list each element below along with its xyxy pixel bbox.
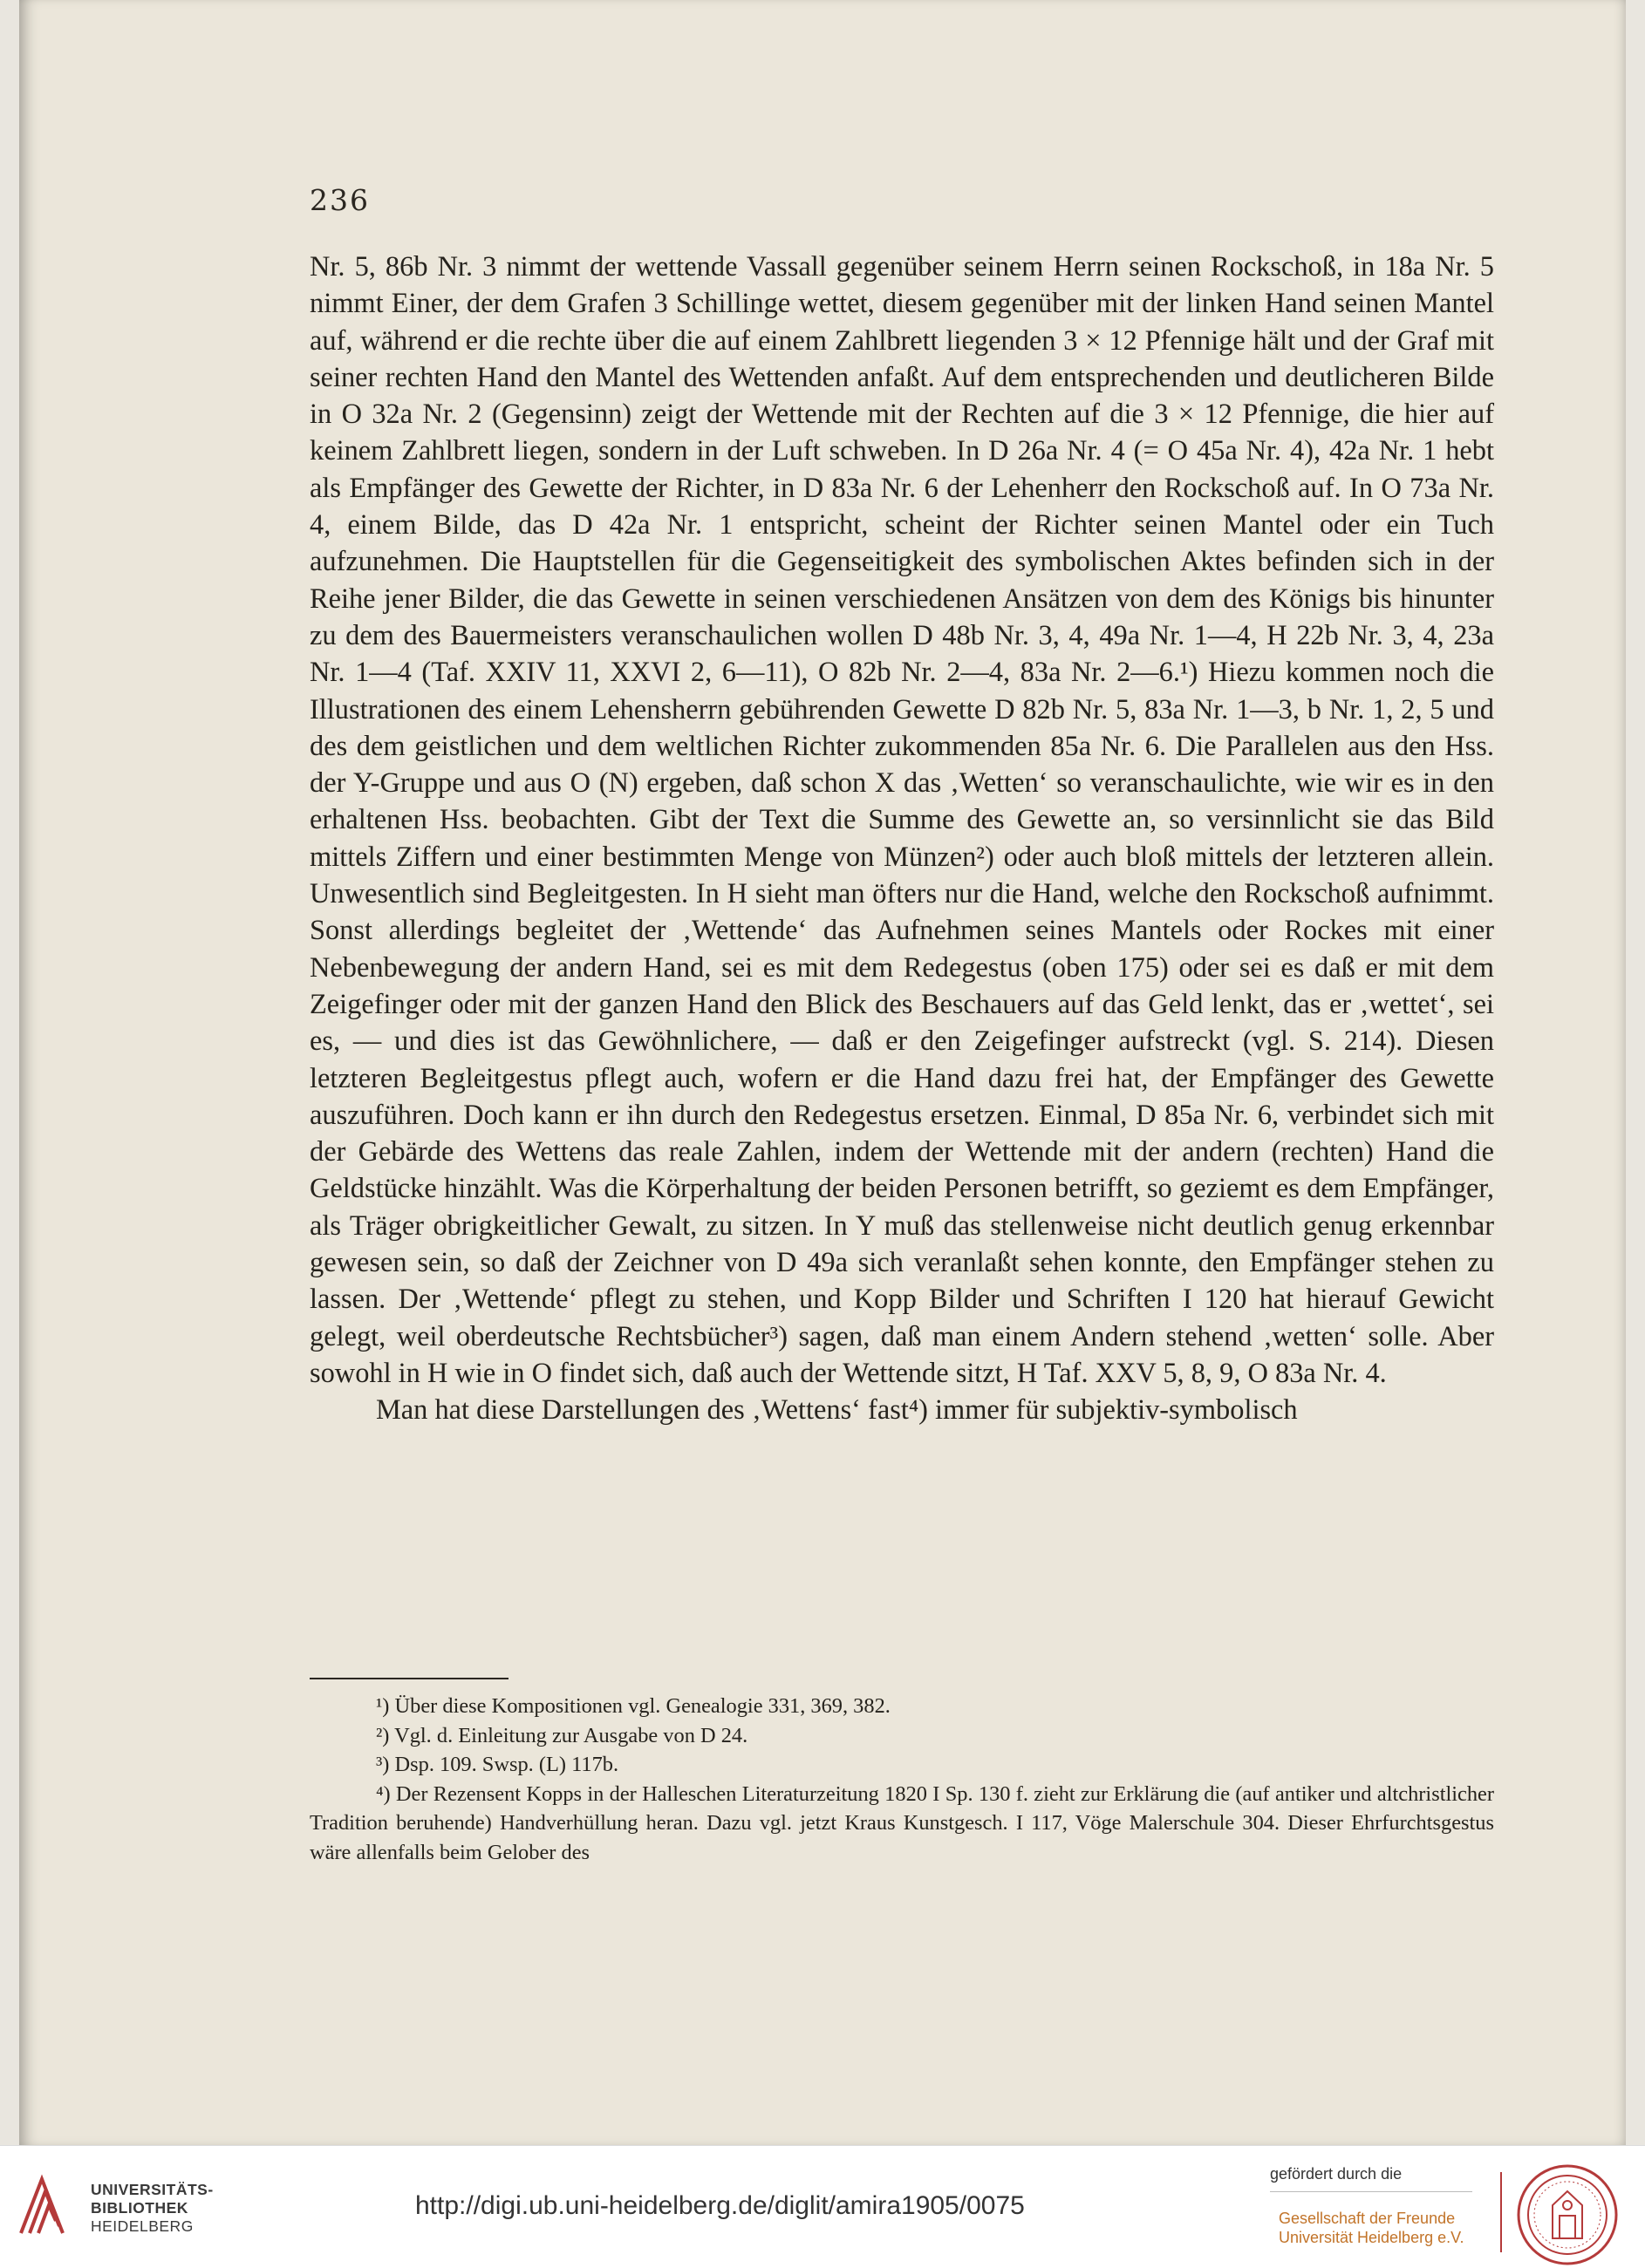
paragraph-2: Man hat diese Darstellungen des ‚Wettens‘ fast⁴) immer für subjektiv-symbolisch [376,1394,1298,1427]
sponsor-label: gefördert durch die [1270,2165,1403,2183]
footer-bar [0,2145,1645,2268]
paragraph-1: Nr. 5, 86b Nr. 3 nimmt der wettende Vassall gegenüber seinem Herrn seinen Rockschoß, in 18a Nr. 5 nimmt Einer, der dem Grafen 3 Schillinge wettet, diesem gegenüber mit der linken Hand seinen Mantel auf, während er die rechte über die auf einem Zahlbrett liegenden 3 × 12 Pfennige hält und der Graf mit seiner rechten Hand den Mantel des Wettenden anfaßt. Auf dem entsprechenden und deutlicheren Bilde in O 32a Nr. 2 (Gegensinn) zeigt der Wettende mit der Rechten auf die 3 × 12 Pfennige, die hier auf keinem Zahlbrett liegen, sondern in der Luft schweben. In D 26a Nr. 4 (= O 45a Nr. 4), 42a Nr. 1 hebt als Empfänger des Gewette der Richter, in D 83a Nr. 6 der Lehenherr den Rockschoß auf. In O 73a Nr. 4, einem Bilde, das D 42a Nr. 1 entspricht, scheint der Richter seinen Mantel oder ein Tuch aufzunehmen. Die Hauptstellen für die Gegenseitigkeit des symbolischen Aktes befinden sich in der Reihe jener Bilder, die das Gewette in seinen verschiedenen Ansätzen von dem des Königs bis hinunter zu dem des Bauermeisters veranschaulichen wollen D 48b Nr. 3, 4, 49a Nr. 1—4, H 22b Nr. 3, 4, 23a Nr. 1—4 (Taf. XXIV 11, XXVI 2, 6—11), O 82b Nr. 2—4, 83a Nr. 2—6.¹) Hiezu kommen noch die Illustrationen des einem Lehensherrn gebührenden Gewette D 82b Nr. 5, 83a Nr. 1—3, b Nr. 1, 2, 5 und des dem geistlichen und dem weltlichen Richter zukommenden 85a Nr. 6. Die Parallelen aus den Hss. der Y-Gruppe und aus O (N) ergeben, daß schon X das ‚Wetten‘ so veranschaulichte, wie wir es in den erhaltenen Hss. beobachten. Gibt der Text die Summe des Gewette an, so versinnlicht sie das Bild mittels Ziffern und einer bestimmten Menge von Münzen²) oder auch bloß mittels der letzteren allein. Unwesentlich sind Begleitgesten. In H sieht man öfters nur die Hand, welche den Rockschoß aufnimmt. Sonst allerdings begleitet der ‚Wettende‘ das Aufnehmen seines Mantels oder Rockes mit einer Nebenbewegung der andern Hand, sei es mit dem Redegestus (oben 175) oder sei es daß er mit dem Zeigefinger oder mit der ganzen Hand den Blick des Beschauers auf das Geld lenkt, das er ‚wettet‘, sei es, — und dies ist das Gewöhnlichere, — daß er den Zeigefinger aufstreckt (vgl. S. 214). Diesen letzteren Begleitgestus pflegt auch, wofern er die Hand dazu frei hat, der Empfänger des Gewette auszuführen. Doch kann er ihn durch den Redegestus ersetzen. Einmal, D 85a Nr. 6, verbindet sich mit der Gebärde des Wettens das reale Zahlen, indem der Wettende mit der andern (rechten) Hand die Geldstücke hinzählt. Was die Körperhaltung der beiden Personen betrifft, so geziemt es dem Empfänger, als Träger obrigkeitlicher Gewalt, zu sitzen. In Y muß das stellenweise nicht deutlich genug erkennbar gewesen sein, so daß der Zeichner von D 49a sich veranlaßt sehen konnte, den Empfänger stehen zu lassen. Der ‚Wettende‘ pflegt zu stehen, und Kopp Bilder und Schriften I 120 hat hierauf Gewicht gelegt, weil oberdeutsche Rechtsbücher³) sagen, daß man einem Andern stehend ‚wetten‘ solle. Aber sowohl in H wie in O findet sich, daß auch der Wettende sitzt, H Taf. XXV 5, 8, 9, O 83a Nr. 4. [310,251,1494,1389]
footnote-2: ²) Vgl. d. Einleitung zur Ausgabe von D 24. [376,1723,748,1747]
footnote-3: ³) Dsp. 109. Swsp. (L) 117b. [376,1753,619,1776]
sponsor-name[interactable]: Gesellschaft der Freunde Universität Heidelberg e.V. [1279,2210,1464,2246]
footnote-divider [310,1678,509,1679]
scanned-page [19,0,1626,2145]
university-library-logo[interactable] [16,2172,73,2240]
sponsor-divider [1270,2191,1472,2192]
university-seal-icon [1516,2163,1619,2266]
permalink-url[interactable]: http://digi.ub.uni-heidelberg.de/diglit/amira1905/0075 [415,2191,1025,2220]
footnotes [310,1692,1494,1867]
body-text [310,249,1494,1429]
library-name: UNIVERSITÄTS- BIBLIOTHEK HEIDELBERG [91,2181,214,2235]
sponsor-separator [1500,2172,1502,2252]
footnote-4: ⁴) Der Rezensent Kopps in der Halleschen Literaturzeitung 1820 I Sp. 130 f. zieht zur Erklärung die (auf antiker und altchristlicher Tradition beruhende) Handverhüllung heran. Dazu vgl. jetzt Kraus Kunstgesch. I 117, Vöge Malerschule 304. Dieser Ehrfurchtsgestus wäre allenfalls beim Gelober des [310,1781,1494,1864]
page-number: 236 [310,183,370,217]
footnote-1: ¹) Über diese Kompositionen vgl. Genealogie 331, 369, 382. [376,1694,891,1718]
